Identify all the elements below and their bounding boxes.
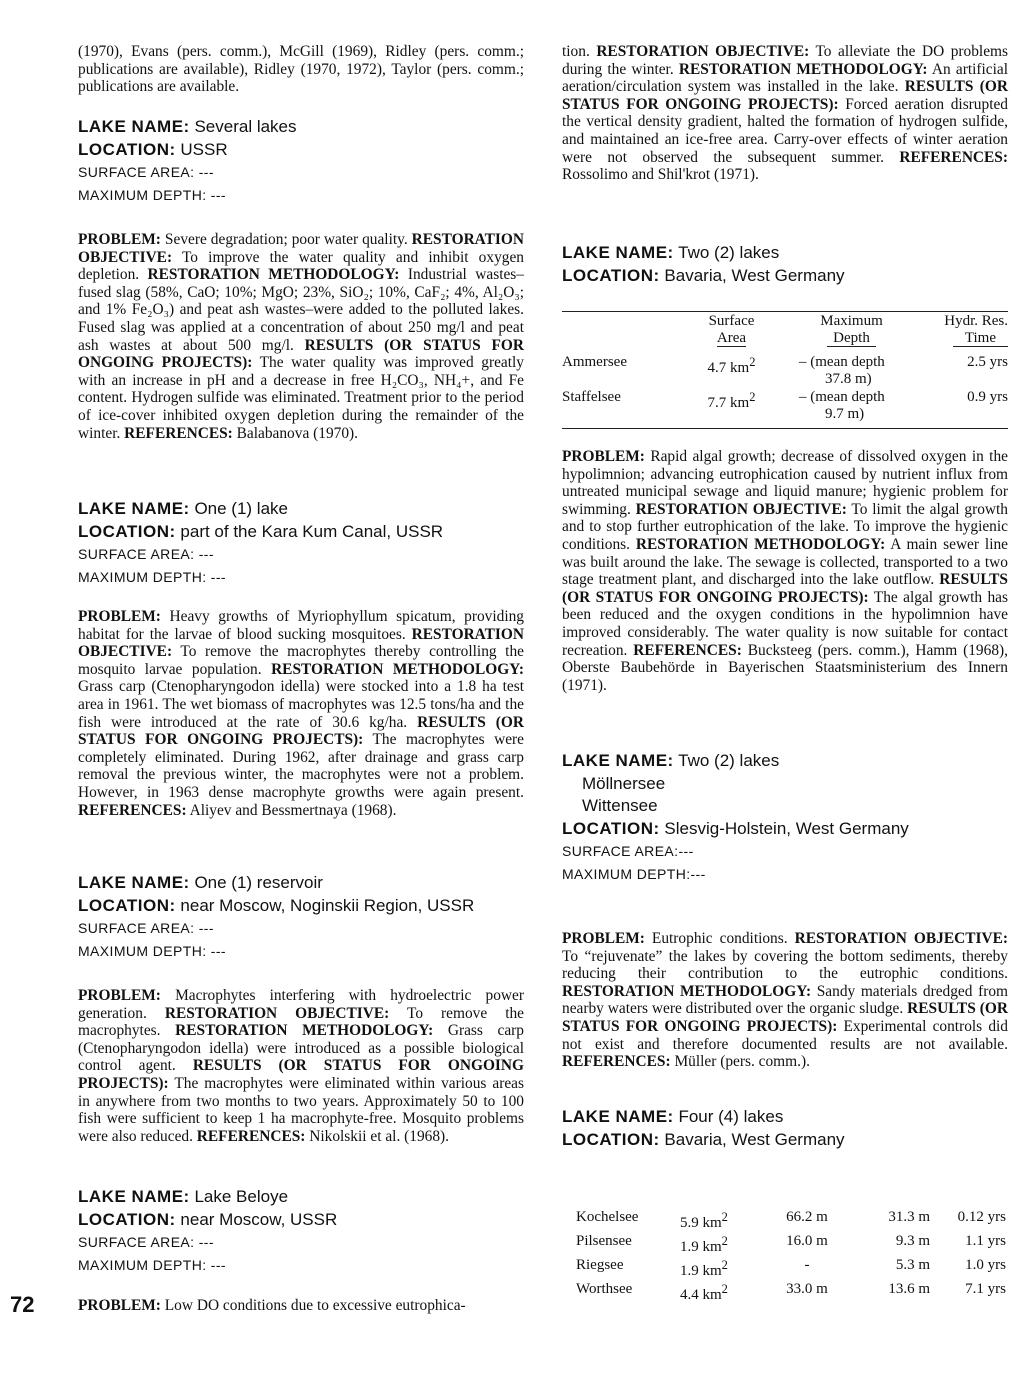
location-heading: LOCATION: USSR [78, 139, 228, 159]
lake-name-heading: LAKE NAME: Several lakes [78, 117, 297, 136]
table-row: Pilsensee 1.9 $km^2$ 16.0 m 9.3 m 1.1 yrs [576, 1233, 1006, 1255]
surface-area: SURFACE AREA: --- [78, 920, 214, 936]
location-value: Slesvig-Holstein, West Germany [664, 818, 909, 838]
lake-table-bavaria-two [562, 313, 1008, 423]
entry-lake-beloye [78, 1186, 524, 1277]
maximum-depth: MAXIMUM DEPTH: --- [78, 569, 226, 585]
table-bottom-rule [562, 428, 1008, 429]
lake-name-heading: LAKE NAME: Lake Beloye [78, 1187, 289, 1206]
lake-name-value: Several lakes [194, 117, 297, 136]
maximum-depth: MAXIMUM DEPTH: --- [78, 1257, 226, 1273]
entry-several-lakes [78, 116, 524, 207]
entry-reservoir [78, 872, 524, 963]
lake-name-heading: LAKE NAME: One (1) reservoir [78, 873, 323, 892]
lake-table-bavaria-four [576, 1208, 1006, 1304]
header-hydr-res-time: Hydr. Res. Time [944, 313, 1008, 346]
location-heading: LOCATION: part of the Kara Kum Canal, USSR [78, 521, 444, 541]
location-value: Bavaria, West Germany [664, 265, 845, 285]
location-value: near Moscow, USSR [180, 1209, 338, 1229]
intro-references: (1970), Evans (pers. comm.), McGill (1969), Ridley (pers. comm.; publications are available), Ridley (1970, 1972), Taylor (pers. comm.; publications are available. [78, 43, 524, 96]
table-header-row [562, 313, 1008, 347]
lake-name-heading: LAKE NAME: Four (4) lakes [562, 1107, 784, 1126]
entry-body: PROBLEM: Heavy growths of Myriophyllum spicatum, providing habitat for the larvae of blood sucking mosquitoes. RESTORATION OBJECTIVE: To remove the macrophytes thereby controlling the mosquito larvae population. RESTORATION METHODOLOGY: Grass carp (Ctenopharyngodon idella) were stocked into a 1.8 ha test area in 1961. The wet biomass of macrophytes was 12.5 tons/ha and the fish were introduced at the rate of 30.6 kg/ha. RESULTS (OR STATUS FOR ONGOING PROJECTS): The macrophytes were completely eliminated. During 1962, after drainage and grass carp removal the previous winter, the macrophytes were not a problem. However, in 1963 dense macrophyte growths were again present. REFERENCES: Aliyev and Bessmertnaya (1968). [78, 608, 525, 819]
lake-name-heading: LAKE NAME: Two (2) lakes [562, 243, 780, 262]
header-surface-area: Surface Area [708, 313, 755, 346]
table-row: Kochelsee 5.9 $km^2$ 66.2 m 31.3 m 0.12 yrs [576, 1209, 1006, 1231]
entry-slesvig-holstein [562, 750, 1008, 886]
surface-area: SURFACE AREA:--- [562, 843, 694, 859]
lake-name-value: Lake Beloye [194, 1187, 289, 1206]
lake-name-heading: LAKE NAME: Two (2) lakes [562, 751, 780, 770]
lake-name-value: One (1) reservoir [194, 873, 323, 892]
location-heading: LOCATION: near Moscow, USSR [78, 1209, 338, 1229]
lake-name-heading: LAKE NAME: One (1) lake [78, 499, 288, 518]
table-row: Riegsee 1.9 $km^2$ - 5.3 m 1.0 yrs [576, 1257, 1006, 1279]
table-row: Staffelsee 7.7 $km^2$ – (mean depth 9.7 m) 0.9 yrs [562, 389, 1008, 422]
entry-bavaria-two [562, 242, 1008, 287]
location-heading: LOCATION: near Moscow, Noginskii Region, USSR [78, 895, 475, 915]
surface-area: SURFACE AREA: --- [78, 164, 214, 180]
location-heading: LOCATION: Bavaria, West Germany [562, 265, 845, 285]
sub-lake-name: Wittensee [582, 796, 658, 815]
entry-kara-kum [78, 498, 524, 589]
continuation-body: tion. RESTORATION OBJECTIVE: To alleviate the DO problems during the winter. RESTORATION METHODOLOGY: An artificial aeration/circulation system was installed in the lake. RESULTS (OR STATUS FOR ONGOING PROJECTS): Forced aeration disrupted the vertical density gradient, halted the formation of hydrogen sulfide, and maintained an ice-free area. Carry-over effects of winter aeration were not observed the subsequent summer. REFERENCES: Rossolimo and Shil'krot (1971). [562, 43, 1008, 184]
location-value: near Moscow, Noginskii Region, USSR [180, 895, 475, 915]
entry-body: PROBLEM: Severe degradation; poor water quality. RESTORATION OBJECTIVE: To improve the water quality and inhibit oxygen depletion. RESTORATION METHODOLOGY: Industrial wastes–fused slag (58%, CaO; 10%; MgO; 23%, SiO₂; 10%, CaF₂; 4%, Al₂O₃; and 1% Fe₂O₃) and peat ash wastes–were added to the polluted lakes. Fused slag was applied at a concentration of about 250 mg/l and peat ash wastes at about 500 mg/l. RESULTS (OR STATUS FOR ONGOING PROJECTS): The water quality was improved greatly with an increase in pH and a decrease in free H₂CO₃, NH₄+, and Fe content. Hydrogen sulfide was eliminated. Treatment prior to the period of ice-cover inhibited oxygen depletion during the remainder of the winter. REFERENCES: Balabanova (1970). [78, 231, 525, 442]
maximum-depth: MAXIMUM DEPTH:--- [562, 866, 706, 882]
sub-lake-name: Möllnersee [582, 773, 666, 793]
header-maximum-depth: Maximum Depth [820, 313, 883, 346]
entry-body: PROBLEM: Low DO conditions due to excessive eutrophica- [78, 1297, 466, 1314]
table-row: Ammersee 4.7 $km^2$ – (mean depth 37.8 m) 2.5 yrs [562, 354, 1008, 387]
lake-name-value: Four (4) lakes [678, 1107, 784, 1126]
entry-body: PROBLEM: Eutrophic conditions. RESTORATION OBJECTIVE: To “rejuvenate” the lakes by covering the bottom sediments, thereby reducing their contribution to the eutrophic conditions. RESTORATION METHODOLOGY: Sandy materials dredged from nearby waters were distributed over the organic sludge. RESULTS (OR STATUS FOR ONGOING PROJECTS): Experimental controls did not exist and therefore documented results are not available. REFERENCES: Müller (pers. comm.). [562, 930, 1009, 1071]
table-row: Worthsee 4.4 $km^2$ 33.0 m 13.6 m 7.1 yrs [576, 1281, 1006, 1303]
location-value: USSR [180, 139, 228, 159]
location-heading: LOCATION: Bavaria, West Germany [562, 1129, 845, 1149]
entry-bavaria-four [562, 1106, 1008, 1151]
location-value: part of the Kara Kum Canal, USSR [180, 521, 444, 541]
surface-area: SURFACE AREA: --- [78, 546, 214, 562]
lake-name-value: One (1) lake [194, 499, 288, 518]
maximum-depth: MAXIMUM DEPTH: --- [78, 187, 226, 203]
location-value: Bavaria, West Germany [664, 1129, 845, 1149]
entry-body: PROBLEM: Rapid algal growth; decrease of dissolved oxygen in the hypolimnion; advancing eutrophication caused by nutrient influx from untreated municipal sewage and liquid manure; hygienic problem for swimming. RESTORATION OBJECTIVE: To limit the algal growth and to stop further eutrophication of the lake. To improve the hygienic conditions. RESTORATION METHODOLOGY: A main sewer line was built around the lake. The sewage is collected, transported to a two stage treatment plant, and discharged into the lake outflow. RESULTS (OR STATUS FOR ONGOING PROJECTS): The algal growth has been reduced and the oxygen conditions in the hypolimnion have improved considerably. The water quality is now suitable for contact recreation. REFERENCES: Bucksteeg (pers. comm.), Hamm (1968), Oberste Baubehörde in Bayerischen Staatsministerium des Innern (1971). [562, 448, 1008, 694]
entry-body: PROBLEM: Macrophytes interfering with hydroelectric power generation. RESTORATION OBJECTIVE: To remove the macrophytes. RESTORATION METHODOLOGY: Grass carp (Ctenopharyngodon idella) were introduced as a possible biological control agent. RESULTS (OR STATUS FOR ONGOING PROJECTS): The macrophytes were eliminated within various areas in anywhere from two months to two years. Approximately 50 to 100 fish were sufficient to keep 1 ha macrophyte-free. Mosquito problems were also reduced. REFERENCES: Nikolskii et al. (1968). [78, 987, 524, 1145]
maximum-depth: MAXIMUM DEPTH: --- [78, 943, 226, 959]
lake-name-value: Two (2) lakes [678, 751, 780, 770]
lake-name-value: Two (2) lakes [678, 243, 780, 262]
table-top-rule [562, 311, 1008, 312]
location-heading: LOCATION: Slesvig-Holstein, West Germany [562, 818, 909, 838]
surface-area: SURFACE AREA: --- [78, 1234, 214, 1250]
page-number: 72 [10, 1292, 35, 1317]
